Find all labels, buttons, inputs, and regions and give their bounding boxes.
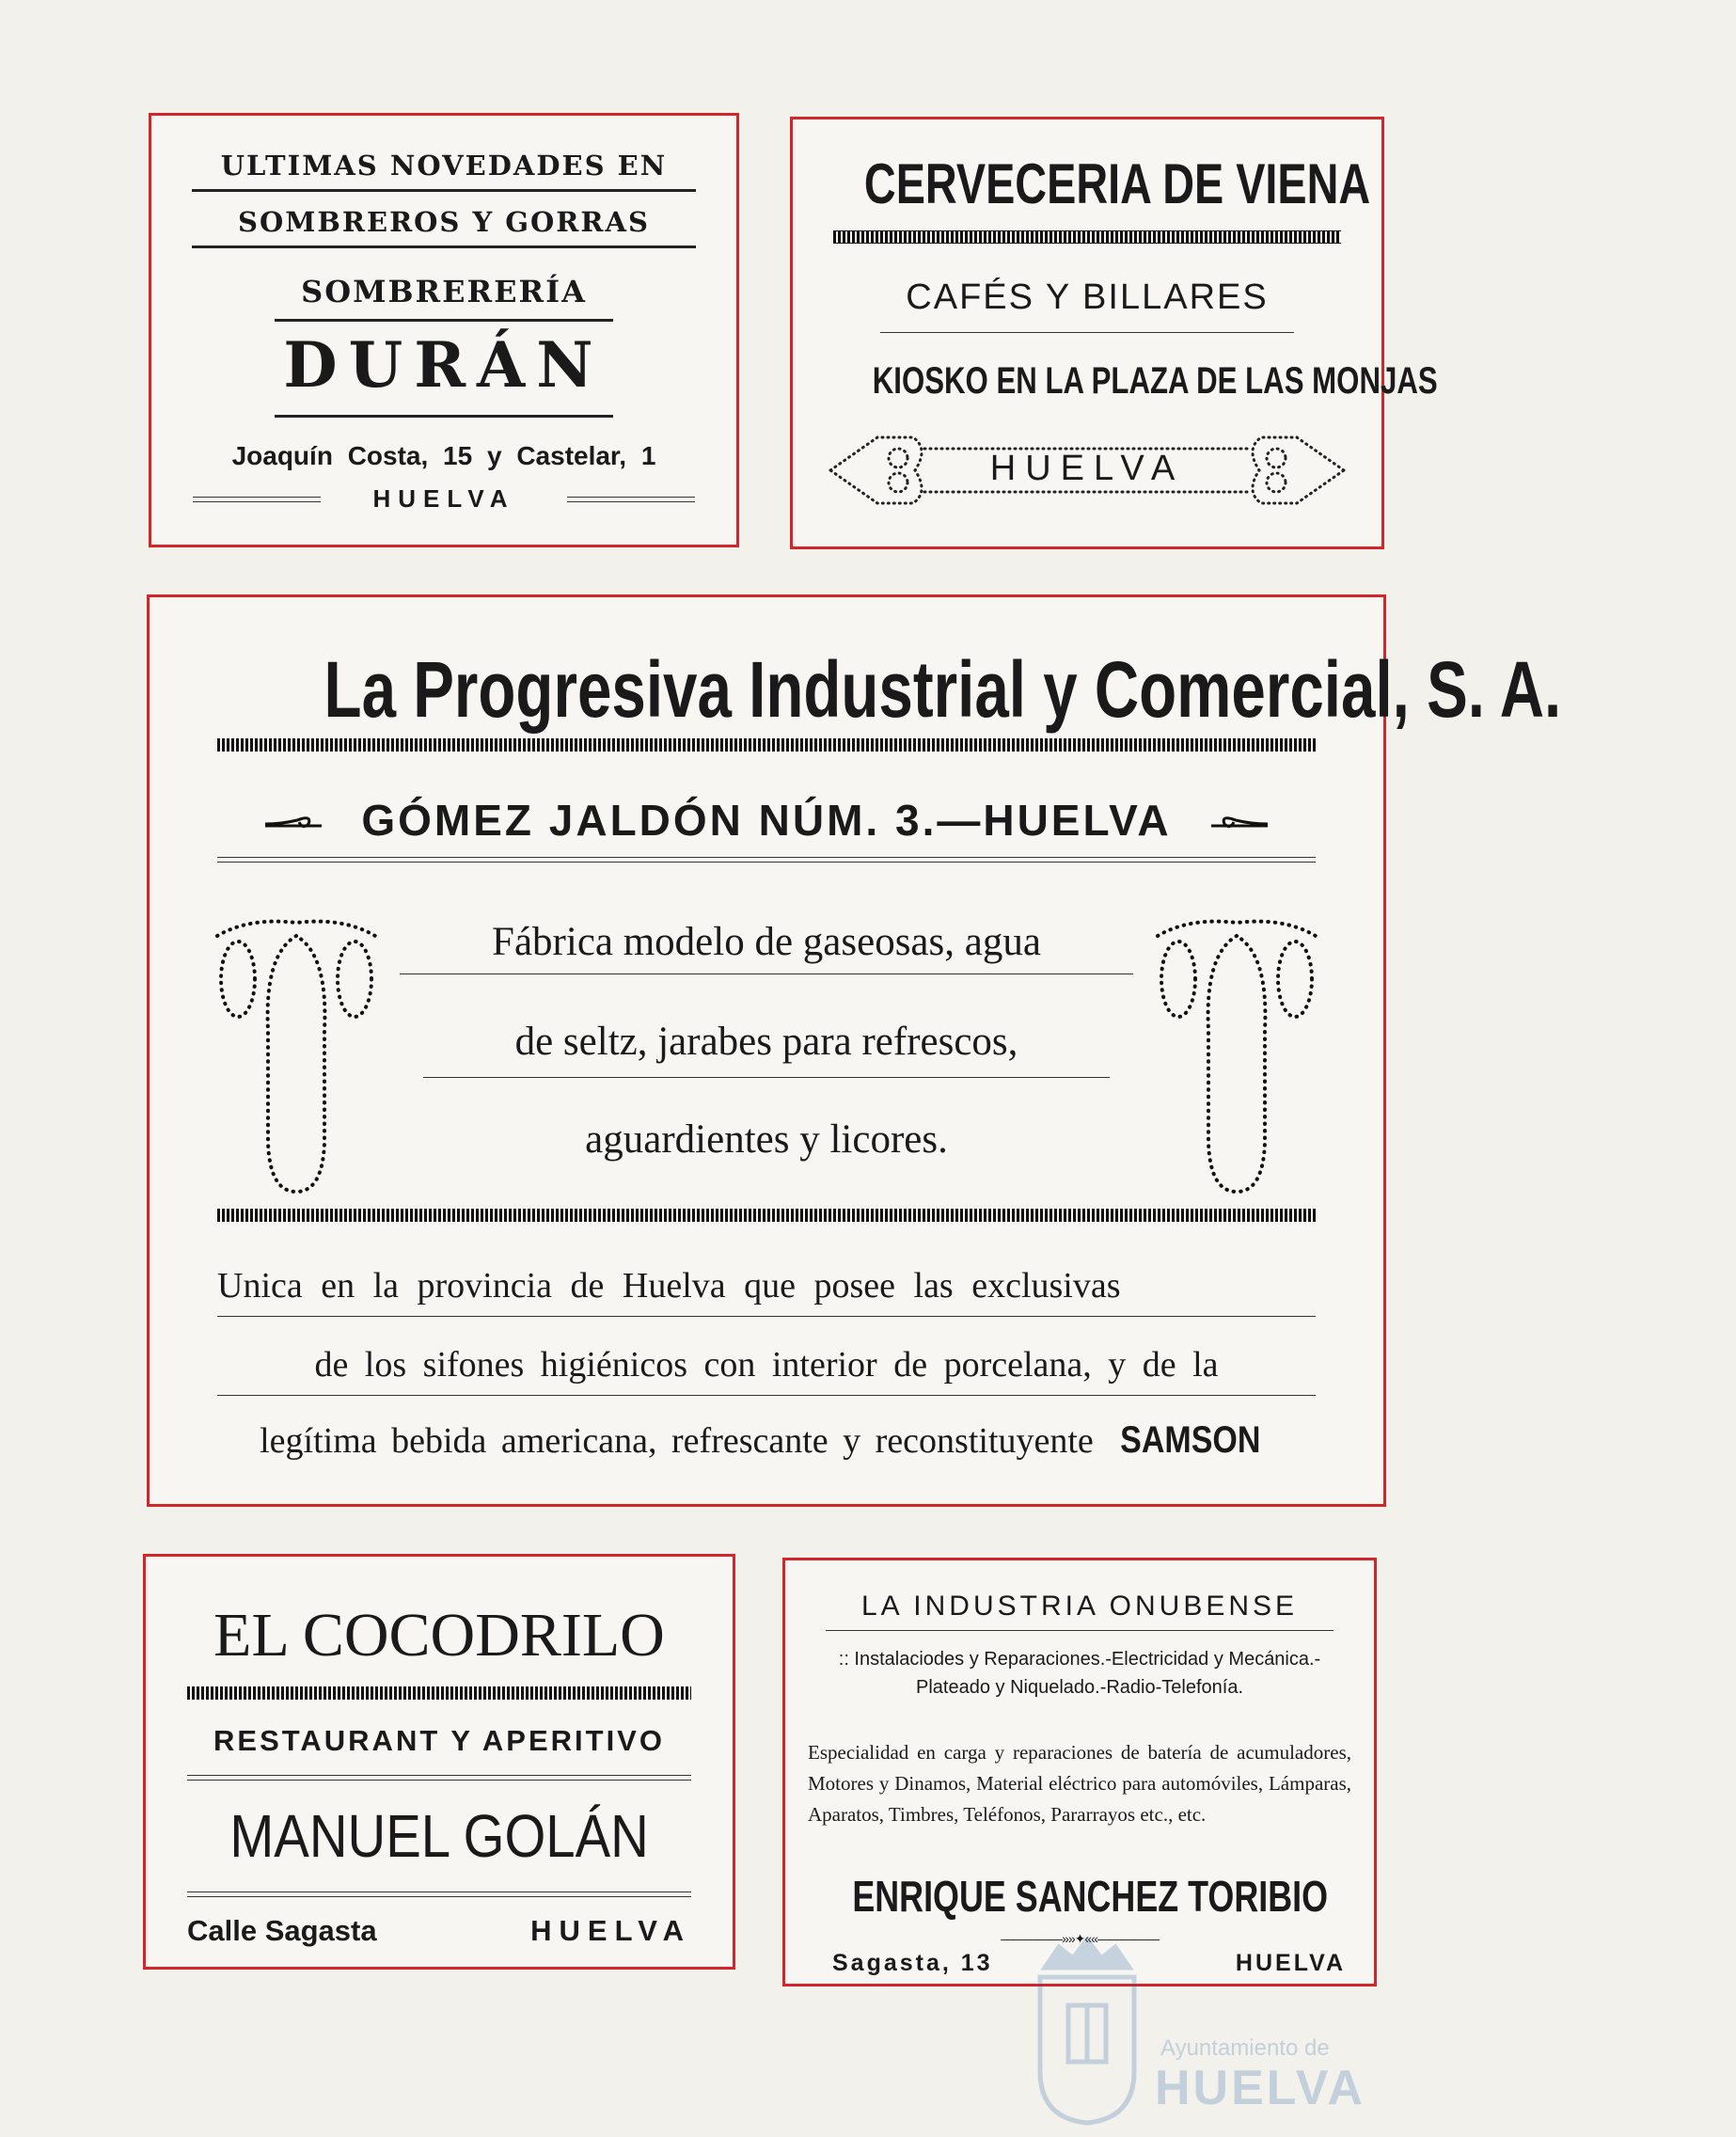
cocodrilo-type: RESTAURANT Y APERITIVO xyxy=(213,1724,665,1757)
progresiva-address: GÓMEZ JALDÓN NÚM. 3.—HUELVA xyxy=(361,796,1172,845)
hatch-bar xyxy=(146,1686,733,1700)
duran-line3: SOMBRERERÍA xyxy=(301,274,587,309)
onubense-name: LA INDUSTRIA ONUBENSE xyxy=(860,1591,1299,1622)
progresiva-title-wrap xyxy=(150,644,1562,736)
watermark-line2: HUELVA xyxy=(1155,2061,1366,2115)
rule xyxy=(150,1077,1383,1078)
viena-city: HUELVA xyxy=(989,449,1185,488)
rule xyxy=(151,189,736,192)
samson-brand: SAMSON xyxy=(1120,1419,1261,1461)
cocodrilo-street: Calle Sagasta xyxy=(187,1914,377,1947)
cocodrilo-owner-wrap xyxy=(146,1801,733,1871)
cocodrilo-city: HUELVA xyxy=(530,1914,691,1947)
rule xyxy=(150,1316,1383,1317)
duran-city-row xyxy=(151,484,736,514)
desc-line3-row xyxy=(150,1419,1383,1462)
ad-industria-onubense xyxy=(782,1558,1377,1987)
viena-name-wrap xyxy=(793,151,1381,216)
watermark-line1: Ayuntamiento de xyxy=(1160,2035,1330,2061)
scroll-ornament-icon xyxy=(263,811,324,830)
ad-cerveceria-viena xyxy=(790,117,1438,549)
cocodrilo-name: EL COCODRILO xyxy=(213,1601,665,1670)
duran-name: DURÁN xyxy=(283,328,605,402)
rule xyxy=(150,1395,1383,1396)
ad-el-cocodrilo xyxy=(143,1554,735,1970)
onubense-owner: ENRIQUE SANCHEZ TORIBIO xyxy=(852,1872,1328,1921)
onubense-city: HUELVA xyxy=(1235,1950,1346,1976)
rule xyxy=(151,319,736,322)
cocodrilo-address-row xyxy=(146,1914,733,1948)
double-rule xyxy=(150,857,1383,863)
hatch-bar xyxy=(150,1209,1383,1222)
onubense-services: :: Instalaciodes y Reparaciones.-Electricidad y Mecánica.-Plateado y Niquelado.-Radio-Telefonía. xyxy=(838,1649,1321,1698)
double-rule xyxy=(146,1892,733,1897)
onubense-address: Sagasta, 13 xyxy=(832,1950,993,1976)
viena-location: KIOSKO EN LA PLAZA DE LAS MONJAS xyxy=(872,360,1438,402)
desc-line3: legítima bebida americana, refrescante y reconstituyente xyxy=(260,1421,1094,1461)
scroll-ornament-icon xyxy=(1209,811,1270,830)
ad-la-progresiva xyxy=(147,594,1562,1507)
ayuntamiento-watermark xyxy=(1031,1930,1407,2128)
cocodrilo-owner: MANUEL GOLÁN xyxy=(229,1802,649,1870)
rule xyxy=(151,415,736,418)
double-rule xyxy=(567,497,695,502)
viena-services: CAFÉS Y BILLARES xyxy=(906,277,1269,317)
progresiva-title: La Progresiva Industrial y Comercial, S. A. xyxy=(324,645,1562,734)
double-rule xyxy=(193,497,321,502)
coat-of-arms-icon xyxy=(1031,1930,1144,2128)
dash-ornament-icon: —————»»✦««————— xyxy=(1001,1931,1159,1946)
viena-location-wrap xyxy=(793,360,1438,403)
duran-city: HUELVA xyxy=(372,484,515,513)
onubense-specialty: Especialidad en carga y reparaciones de batería de acumuladores, Motores y Dinamos, Material eléctrico para automóviles, Lámparas, Aparatos, Timbres, Teléfonos, Pararrayos etc., etc. xyxy=(808,1741,1351,1826)
duran-line2: SOMBREROS Y GORRAS xyxy=(238,206,650,238)
rule xyxy=(793,332,1381,333)
progresiva-address-row xyxy=(150,795,1383,846)
double-rule xyxy=(146,1775,733,1781)
duran-line1: ULTIMAS NOVEDADES EN xyxy=(220,150,668,182)
viena-name: CERVECERIA DE VIENA xyxy=(863,152,1371,215)
rule xyxy=(151,245,736,248)
duran-address: Joaquín Costa, 15 y Castelar, 1 xyxy=(231,441,656,470)
hatch-bar xyxy=(150,738,1383,752)
onubense-owner-wrap xyxy=(785,1871,1374,1922)
desc-line2: de los sifones higiénicos con interior de porcelana, y de la xyxy=(314,1345,1219,1385)
product-line3: aguardientes y licores. xyxy=(585,1117,948,1162)
rule xyxy=(785,1630,1374,1631)
ad-duran xyxy=(149,113,739,547)
hatch-bar xyxy=(793,230,1381,244)
product-line2: de seltz, jarabes para refrescos, xyxy=(514,1020,1018,1064)
product-line1: Fábrica modelo de gaseosas, agua xyxy=(492,920,1041,964)
desc-line1: Unica en la provincia de Huelva que posee las exclusivas xyxy=(217,1266,1121,1306)
